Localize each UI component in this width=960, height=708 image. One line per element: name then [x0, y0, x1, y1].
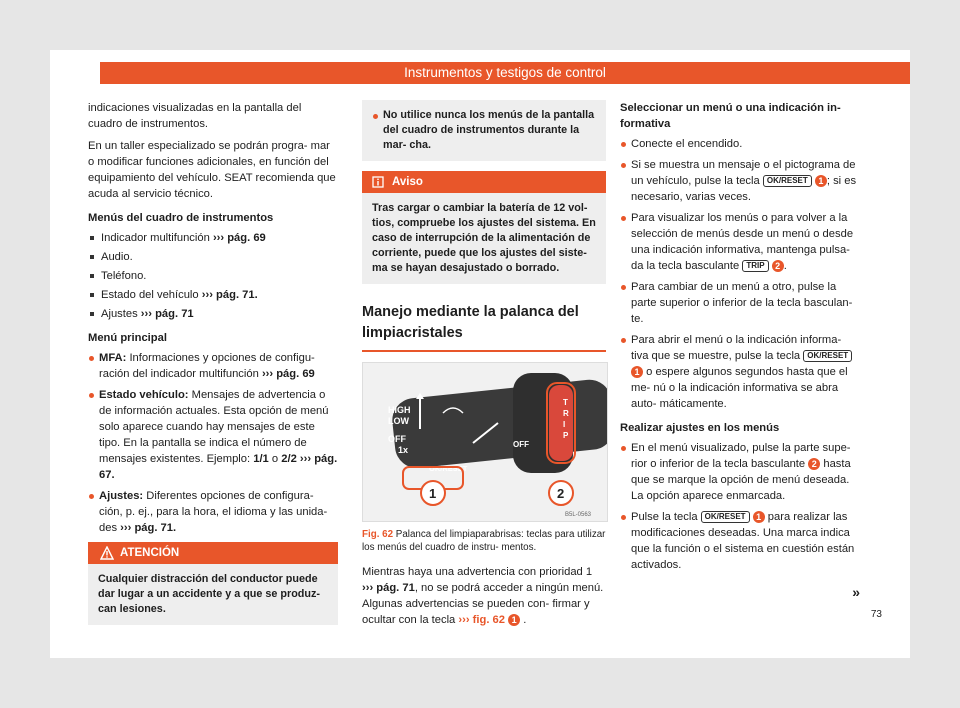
- warning-box: [88, 542, 338, 625]
- list-item-mfa: MFA: Informaciones y opciones de configu- ración del indicador multifunción ››› pág. 69: [88, 350, 338, 382]
- callout-number: 1: [508, 614, 520, 626]
- heading-settings: Realizar ajustes en los menús: [620, 422, 780, 434]
- list-item-ajustes: Ajustes: Diferentes opciones de configura- ción, p. ej., para la hora, el idioma y las unida- des ››› pág. 71.: [88, 488, 338, 536]
- okreset-key-icon: OK/RESET: [763, 175, 812, 187]
- note-body: Tras cargar o cambiar la batería de 12 vol- tios, compruebe los ajustes del sistema. En caso de interrupción de la alimentación de corriente, puede que los ajustes del siste- ma se hayan desajustado o borrado.: [362, 193, 606, 284]
- list-item: Estado del vehículo ››› pág. 71.: [88, 287, 338, 303]
- page-ref-link[interactable]: ››› pág. 67.: [99, 453, 338, 481]
- label-okreset: OK/RESET: [429, 464, 468, 473]
- svg-text:1: 1: [429, 486, 437, 501]
- info-icon: [372, 176, 384, 188]
- heading-main-menu: Menú principal: [88, 332, 167, 344]
- figure-ref-link[interactable]: ››› fig. 62: [458, 614, 506, 626]
- figure-wiper-lever: [362, 362, 608, 522]
- figure-caption: Fig. 62 Palanca del limpiaparabrisas: teclas para utilizar los menús del cuadro de instru- mentos.: [362, 529, 606, 553]
- list-item: Ajustes ››› pág. 71: [88, 306, 338, 322]
- heading-select-menu: Seleccionar un menú o una indicación in- formativa: [620, 102, 841, 130]
- page-ref-link[interactable]: ››› pág. 71: [140, 308, 194, 320]
- warning-body: Cualquier distracción del conductor puede dar lugar a un accidente y a que se produz- can lesiones.: [88, 564, 338, 625]
- note-box: [362, 171, 606, 284]
- list-item: Pulse la tecla OK/RESET 1 para realizar las modificaciones deseadas. Una marca indica que la función o el sistema en cuestión están activados.: [620, 509, 860, 573]
- label-off-rear: OFF: [513, 440, 529, 449]
- label-off: OFF: [388, 434, 406, 444]
- column-1: [88, 100, 338, 541]
- figure-code: B5L-0563: [565, 512, 592, 518]
- column-3: [620, 100, 860, 578]
- column-2: [362, 100, 606, 634]
- list-item: En el menú visualizado, pulse la parte supe- rior o inferior de la tecla basculante 2 hasta que se marque la opción de menú deseada. La opción aparece enmarcada.: [620, 440, 860, 504]
- page-ref-link[interactable]: ››› pág. 71.: [201, 289, 258, 301]
- page-ref-link[interactable]: ››› pág. 69: [212, 232, 266, 244]
- section-title: Manejo mediante la palanca del limpiacristales: [362, 302, 606, 352]
- list-item: Para visualizar los menús o para volver a la selección de menús desde un menú o desde una indicación informativa, mantenga pulsa- da la tecla basculante TRIP 2 .: [620, 210, 860, 274]
- trip-key-icon: TRIP: [742, 260, 768, 272]
- continue-marker: »: [852, 584, 860, 600]
- list-item: Teléfono.: [88, 268, 338, 284]
- label-1x: 1x: [398, 445, 409, 455]
- okreset-key-icon: OK/RESET: [803, 350, 852, 362]
- warning-title: ATENCIÓN: [88, 542, 338, 564]
- svg-text:2: 2: [557, 486, 565, 501]
- list-item: Para abrir el menú o la indicación informa- tiva que se muestre, pulse la tecla OK/RESET 1 o espere algunos segundos hasta que el me- nú o la indicación informativa se abra auto- máticamente.: [620, 332, 860, 412]
- page-ref-link[interactable]: ››› pág. 69: [261, 368, 315, 380]
- list-item: Conecte el encendido.: [620, 136, 860, 152]
- label-high: HIGH: [388, 405, 411, 415]
- paragraph: Mientras haya una advertencia con prioridad 1 ››› pág. 71, no se podrá acceder a ningún menú. Algunas advertencias se pueden con- firmar y ocultar con la tecla ››› fig. 62 1 .: [362, 566, 604, 626]
- okreset-key-icon: OK/RESET: [701, 511, 750, 523]
- heading-menus: Menús del cuadro de instrumentos: [88, 212, 274, 224]
- warning-continuation: No utilice nunca los menús de la pantalla del cuadro de instrumentos durante la mar- cha.: [362, 100, 606, 161]
- paragraph: En un taller especializado se podrán progra- mar o modificar funciones adicionales, en función del equipamiento del vehículo. SEAT recomienda que acuda al servicio técnico.: [88, 140, 336, 200]
- list-item: Si se muestra un mensaje o el pictograma de un vehículo, pulse la tecla OK/RESET 1 ; si es necesario, varias veces.: [620, 157, 860, 205]
- arrow-up-icon: [416, 393, 424, 399]
- label-low: LOW: [388, 416, 409, 426]
- note-title: Aviso: [362, 171, 606, 193]
- label-trip: T R I P: [563, 398, 569, 440]
- list-item: Audio.: [88, 249, 338, 265]
- page-ref-link[interactable]: ››› pág. 71.: [120, 522, 177, 534]
- page-header: Instrumentos y testigos de control: [100, 62, 910, 84]
- list-item-estado: Estado vehículo: Mensajes de advertencia o de información actuales. Esta opción de menú solo aparece cuando hay mensajes de este tipo. En la pantalla se indica el número de mensajes existentes. Ejemplo: 1/1 o 2/2 ››› pág. 67.: [88, 387, 338, 483]
- wiper-lever-illustration: [363, 363, 607, 521]
- page-ref-link[interactable]: ››› pág. 71: [362, 582, 415, 594]
- list-item: Para cambiar de un menú a otro, pulse la parte superior o inferior de la tecla basculan- te.: [620, 279, 860, 327]
- manual-page: [50, 50, 910, 658]
- paragraph: indicaciones visualizadas en la pantalla del cuadro de instrumentos.: [88, 102, 302, 130]
- warning-triangle-icon: [100, 546, 114, 560]
- list-item: Indicador multifunción ››› pág. 69: [88, 230, 338, 246]
- page-number: 73: [870, 609, 882, 620]
